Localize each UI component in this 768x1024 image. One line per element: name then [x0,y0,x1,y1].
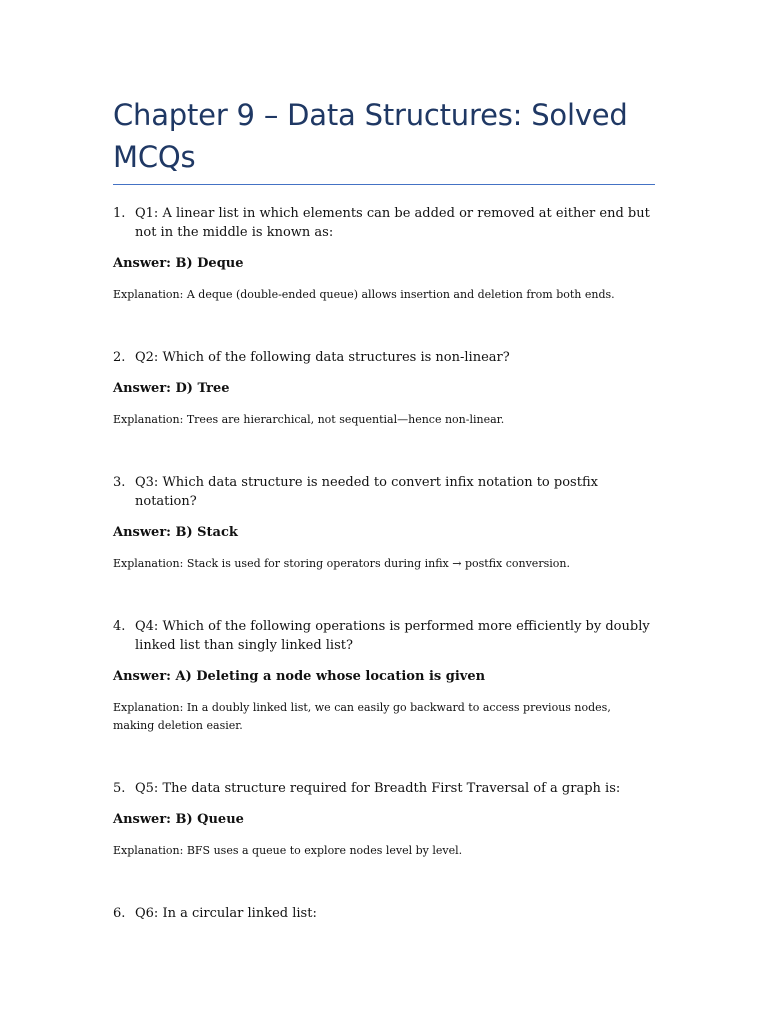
question-number: 5. [113,781,126,796]
question [113,473,655,511]
question-item-5 [113,779,655,860]
answer: Answer: B) Stack [113,525,238,540]
question-text: Q2: Which of the following data structures is non-linear? [135,350,510,365]
question [113,904,655,923]
question-item-6 [113,904,655,923]
explanation: Explanation: Trees are hierarchical, not sequential—hence non-linear. [113,413,505,426]
question-number: 3. [113,475,126,490]
question-text: Q5: The data structure required for Breadth First Traversal of a graph is: [135,781,621,796]
document-page [113,94,655,923]
question-text: Q1: A linear list in which elements can be added or removed at either end but not in the middle is known as: [135,206,650,240]
question-item-4 [113,617,655,735]
explanation: Explanation: A deque (double-ended queue) allows insertion and deletion from both ends. [113,288,615,301]
answer: Answer: B) Deque [113,256,244,271]
question-number: 6. [113,906,126,921]
question [113,617,655,655]
page-title: Chapter 9 – Data Structures: Solved MCQs [113,94,655,185]
question-item-2 [113,348,655,429]
question [113,204,655,242]
question-number: 1. [113,206,126,221]
question-text: Q3: Which data structure is needed to convert infix notation to postfix notation? [135,475,598,509]
question-text: Q4: Which of the following operations is performed more efficiently by doubly linked list than singly linked list? [135,619,650,653]
answer: Answer: B) Queue [113,812,244,827]
question-number: 2. [113,350,126,365]
answer: Answer: D) Tree [113,381,230,396]
question-list [113,204,655,923]
question-number: 4. [113,619,126,634]
question [113,348,655,367]
explanation: Explanation: Stack is used for storing operators during infix → postfix conversion. [113,557,570,570]
question-item-1 [113,204,655,304]
explanation: Explanation: In a doubly linked list, we can easily go backward to access previous nodes, making deletion easier. [113,701,611,732]
answer: Answer: A) Deleting a node whose location is given [113,669,486,684]
question [113,779,655,798]
explanation: Explanation: BFS uses a queue to explore nodes level by level. [113,844,463,857]
question-item-3 [113,473,655,573]
question-text: Q6: In a circular linked list: [135,906,317,921]
